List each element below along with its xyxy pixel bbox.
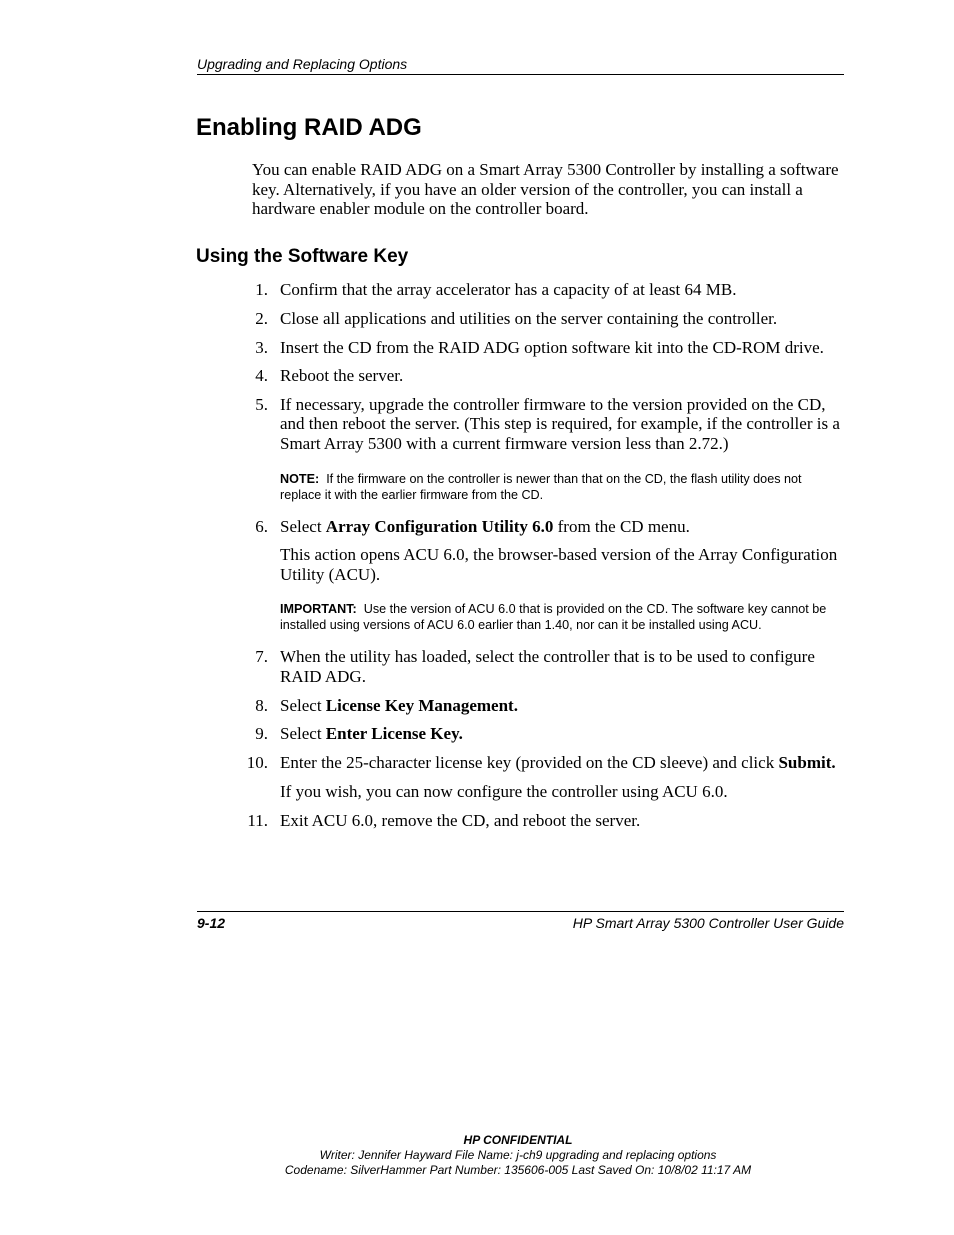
step-item xyxy=(197,811,844,830)
note-text: If the firmware on the controller is newer than that on the CD, the flash utility does not replace it with the earlier firmware from the CD. xyxy=(280,471,802,502)
step-item xyxy=(197,724,844,743)
important-text: Use the version of ACU 6.0 that is provided on the CD. The software key cannot be installed using versions of ACU 6.0 earlier than 1.40, nor can it be installed using ACU. xyxy=(280,602,827,633)
step-number: 1. xyxy=(255,280,268,299)
step-item xyxy=(197,280,844,299)
step-text: Enter the 25-character license key (provided on the CD sleeve) and click Submit. xyxy=(280,753,836,773)
step-number: 4. xyxy=(255,366,268,386)
step-text: If necessary, upgrade the controller firmware to the version provided on the CD, and then reboot the server. (This step is required, for example, if the controller is a Smart Array 5300 with a current firmware version less than 2.72.) xyxy=(280,395,840,453)
step-text: Confirm that the array accelerator has a capacity of at least 64 MB. xyxy=(280,280,737,299)
header-rule xyxy=(197,74,844,75)
important-label: IMPORTANT: xyxy=(280,602,357,617)
step-number: 11. xyxy=(247,810,268,830)
step-number: 10. xyxy=(246,753,268,773)
step-item xyxy=(197,647,844,686)
note-box xyxy=(280,463,844,503)
step-text: Reboot the server. xyxy=(280,366,404,386)
step-item xyxy=(197,366,844,385)
step-number: 9. xyxy=(255,724,268,744)
confidential-title: HP CONFIDENTIAL xyxy=(463,1133,573,1147)
step-subtext: This action opens ACU 6.0, the browser-based version of the Array Configuration Utility (ACU). xyxy=(280,545,838,584)
important-box xyxy=(280,593,844,633)
menu-option: Array Configuration Utility 6.0 xyxy=(325,516,554,536)
step-subtext: If you wish, you can now configure the controller using ACU 6.0. xyxy=(280,781,728,801)
step-item xyxy=(197,753,844,801)
step-item xyxy=(197,395,844,453)
confidential-block xyxy=(0,1133,954,1178)
steps-list xyxy=(197,280,844,840)
menu-option: License Key Management. xyxy=(325,695,518,715)
button-label: Submit. xyxy=(778,753,836,773)
step-number: 3. xyxy=(255,337,268,357)
footer-rule xyxy=(197,911,844,912)
guide-title: HP Smart Array 5300 Controller User Guide xyxy=(572,915,844,931)
confidential-line-1: Writer: Jennifer Hayward File Name: j-ch9 upgrading and replacing options xyxy=(319,1148,717,1162)
step-item xyxy=(197,696,844,715)
step-item xyxy=(197,309,844,328)
step-item xyxy=(197,517,844,584)
intro-paragraph: You can enable RAID ADG on a Smart Array 5300 Controller by installing a software key. Alternatively, if you have an older version of the controller, you can install a hardware enabler module on the controller board. xyxy=(252,160,839,218)
page-number: 9-12 xyxy=(197,915,226,931)
running-head: Upgrading and Replacing Options xyxy=(197,56,408,72)
step-number: 8. xyxy=(255,695,268,715)
step-text: When the utility has loaded, select the controller that is to be used to configure RAID ADG. xyxy=(280,647,815,686)
section-title: Using the Software Key xyxy=(196,246,409,267)
step-text: Select License Key Management. xyxy=(280,695,518,715)
step-number: 6. xyxy=(255,516,268,536)
step-item xyxy=(197,338,844,357)
step-text: Insert the CD from the RAID ADG option software kit into the CD-ROM drive. xyxy=(280,337,824,357)
page-title: Enabling RAID ADG xyxy=(196,114,422,141)
step-text: Close all applications and utilities on the server containing the controller. xyxy=(280,308,778,328)
menu-option: Enter License Key. xyxy=(325,724,463,744)
step-text: Exit ACU 6.0, remove the CD, and reboot the server. xyxy=(280,810,641,830)
step-text: Select Enter License Key. xyxy=(280,724,463,744)
step-number: 7. xyxy=(255,647,268,667)
step-text: Select Array Configuration Utility 6.0 from the CD menu. xyxy=(280,516,690,536)
confidential-line-2: Codename: SilverHammer Part Number: 135606-005 Last Saved On: 10/8/02 11:17 AM xyxy=(284,1163,752,1177)
step-number: 2. xyxy=(255,308,268,328)
step-number: 5. xyxy=(255,395,268,415)
note-label: NOTE: xyxy=(280,471,320,486)
